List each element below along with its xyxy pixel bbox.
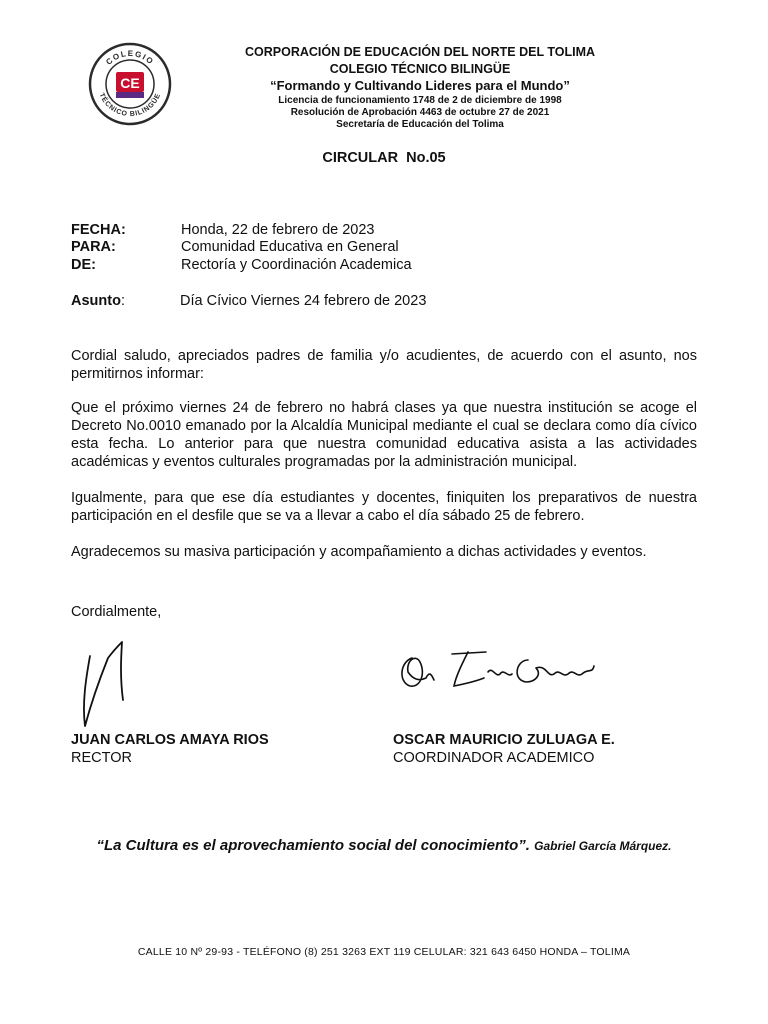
body-paragraph-announcement: Que el próximo viernes 24 de febrero no habrá clases ya que nuestra institución se acoge el Decreto No.0010 emanado por la Alcaldía Municipal mediante el cual se declara como día cívico esta fecha. Lo anterior para que nuestra comunidad educativa asista a las actividades académicas y eventos culturales programadas por la administración municipal. bbox=[71, 400, 697, 470]
header-license: Licencia de funcionamiento 1748 de 2 de diciembre de 1998 bbox=[278, 95, 562, 106]
asunto-label-wrap bbox=[71, 293, 125, 309]
header-resolution: Resolución de Aprobación 4463 de octubre 27 de 2021 bbox=[290, 107, 550, 118]
body-paragraph-preparations: Igualmente, para que ese día estudiantes y docentes, finiquiten los preparativos de nuestra participación en el desfile que se va a llevar a cabo el día sábado 25 de febrero. bbox=[71, 490, 697, 524]
header-school-name: COLEGIO TÉCNICO BILINGÜE bbox=[329, 62, 511, 76]
header-secretariat: Secretaría de Educación del Tolima bbox=[336, 119, 504, 130]
coordinator-signature bbox=[396, 638, 606, 700]
coordinator-role: COORDINADOR ACADEMICO bbox=[393, 750, 595, 766]
asunto-colon: : bbox=[120, 293, 125, 309]
svg-text:TÉCNICO BILINGÜE: TÉCNICO BILINGÜE bbox=[97, 92, 163, 119]
de-label: DE: bbox=[71, 257, 96, 273]
svg-text:CE: CE bbox=[120, 75, 140, 91]
de-value: Rectoría y Coordinación Academica bbox=[181, 257, 412, 273]
fecha-label: FECHA: bbox=[71, 222, 126, 238]
asunto-value: Día Cívico Viernes 24 febrero de 2023 bbox=[180, 293, 427, 309]
rector-name: JUAN CARLOS AMAYA RIOS bbox=[71, 732, 269, 748]
fecha-value: Honda, 22 de febrero de 2023 bbox=[181, 222, 375, 238]
body-paragraph-thanks: Agradecemos su masiva participación y acompañamiento a dichas actividades y eventos. bbox=[71, 544, 647, 560]
rector-signature bbox=[72, 638, 132, 730]
coordinator-name: OSCAR MAURICIO ZULUAGA E. bbox=[393, 732, 615, 748]
closing: Cordialmente, bbox=[71, 604, 162, 620]
rector-role: RECTOR bbox=[71, 750, 132, 766]
header-corporation: CORPORACIÓN DE EDUCACIÓN DEL NORTE DEL TOLIMA bbox=[244, 45, 596, 59]
asunto-label: Asunto bbox=[71, 293, 121, 309]
quote bbox=[0, 837, 768, 854]
para-label: PARA: bbox=[71, 239, 116, 255]
header-motto: “Formando y Cultivando Lideres para el Mundo” bbox=[270, 78, 570, 93]
quote-author: Gabriel García Márquez. bbox=[534, 839, 672, 853]
para-value: Comunidad Educativa en General bbox=[181, 239, 399, 255]
svg-text:COLEGIO: COLEGIO bbox=[104, 48, 156, 67]
circular-title: CIRCULAR No.05 bbox=[322, 150, 446, 166]
quote-text: “La Cultura es el aprovechamiento social del conocimiento”. bbox=[96, 837, 530, 854]
body-paragraph-greeting: Cordial saludo, apreciados padres de familia y/o acudientes, de acuerdo con el asunto, nos permitirnos informar: bbox=[71, 348, 697, 382]
footer-address: CALLE 10 Nº 29-93 - TELÉFONO (8) 251 3263 EXT 119 CELULAR: 321 643 6450 HONDA – TOLIMA bbox=[137, 946, 631, 958]
